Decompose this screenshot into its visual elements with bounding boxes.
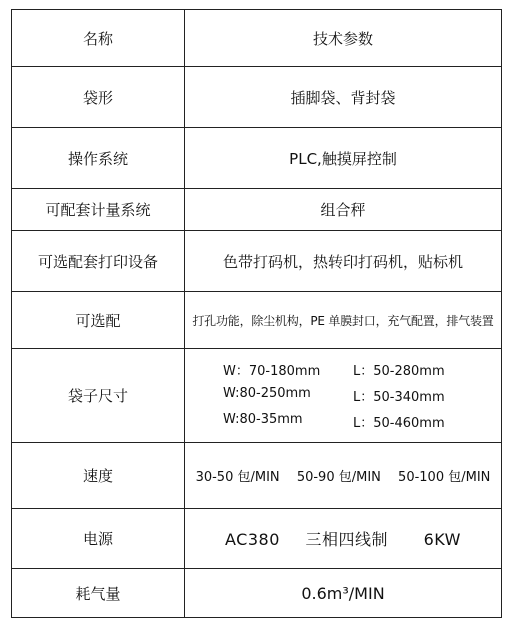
bag-width-1: W：70-180mm <box>223 364 321 379</box>
table-row <box>12 128 502 189</box>
row-name: 操作系统 <box>12 128 185 189</box>
table-header-row <box>12 10 502 67</box>
row-value: 组合秤 <box>185 189 502 231</box>
row-name: 耗气量 <box>12 569 185 618</box>
table-row <box>12 509 502 569</box>
speed-cell <box>185 443 502 509</box>
power-voltage: AC380 <box>225 530 280 549</box>
row-value: 插脚袋、背封袋 <box>185 67 502 128</box>
row-name: 速度 <box>12 443 185 509</box>
bag-width-3: W:80-35mm <box>223 412 303 427</box>
power-wiring: 三相四线制 <box>305 530 388 549</box>
table-row <box>12 231 502 292</box>
row-name: 可配套计量系统 <box>12 189 185 231</box>
power-cell <box>185 509 502 569</box>
speed-value: 30-50 包/MIN <box>195 470 280 485</box>
row-name: 可选配套打印设备 <box>12 231 185 292</box>
bag-length-1: L：50-280mm <box>353 364 445 379</box>
row-value: 色带打码机，热转印打码机，贴标机 <box>185 231 502 292</box>
table-row <box>12 349 502 443</box>
bag-size-cell <box>185 349 502 443</box>
row-name: 可选配 <box>12 292 185 349</box>
header-name: 名称 <box>12 10 185 67</box>
table-row <box>12 292 502 349</box>
row-value: 0.6m³/MIN <box>185 569 502 618</box>
table-row <box>12 443 502 509</box>
row-value: PLC,触摸屏控制 <box>185 128 502 189</box>
bag-width-2: W:80-250mm <box>223 386 311 401</box>
bag-size-grid <box>187 360 499 431</box>
table-row <box>12 569 502 618</box>
row-name: 袋子尺寸 <box>12 349 185 443</box>
power-rating: 6KW <box>423 530 461 549</box>
table-row <box>12 189 502 231</box>
speed-value: 50-90 包/MIN <box>296 470 381 485</box>
spec-table <box>11 9 502 618</box>
table-row <box>12 67 502 128</box>
speed-value: 50-100 包/MIN <box>398 470 491 485</box>
row-name: 电源 <box>12 509 185 569</box>
bag-length-3: L：50-460mm <box>353 416 445 431</box>
bag-length-2: L：50-340mm <box>353 390 445 405</box>
speed-list <box>187 466 499 485</box>
header-param: 技术参数 <box>185 10 502 67</box>
row-name: 袋形 <box>12 67 185 128</box>
row-value: 打孔功能，除尘机构，PE 单膜封口，充气配置，排气装置 <box>185 292 502 349</box>
